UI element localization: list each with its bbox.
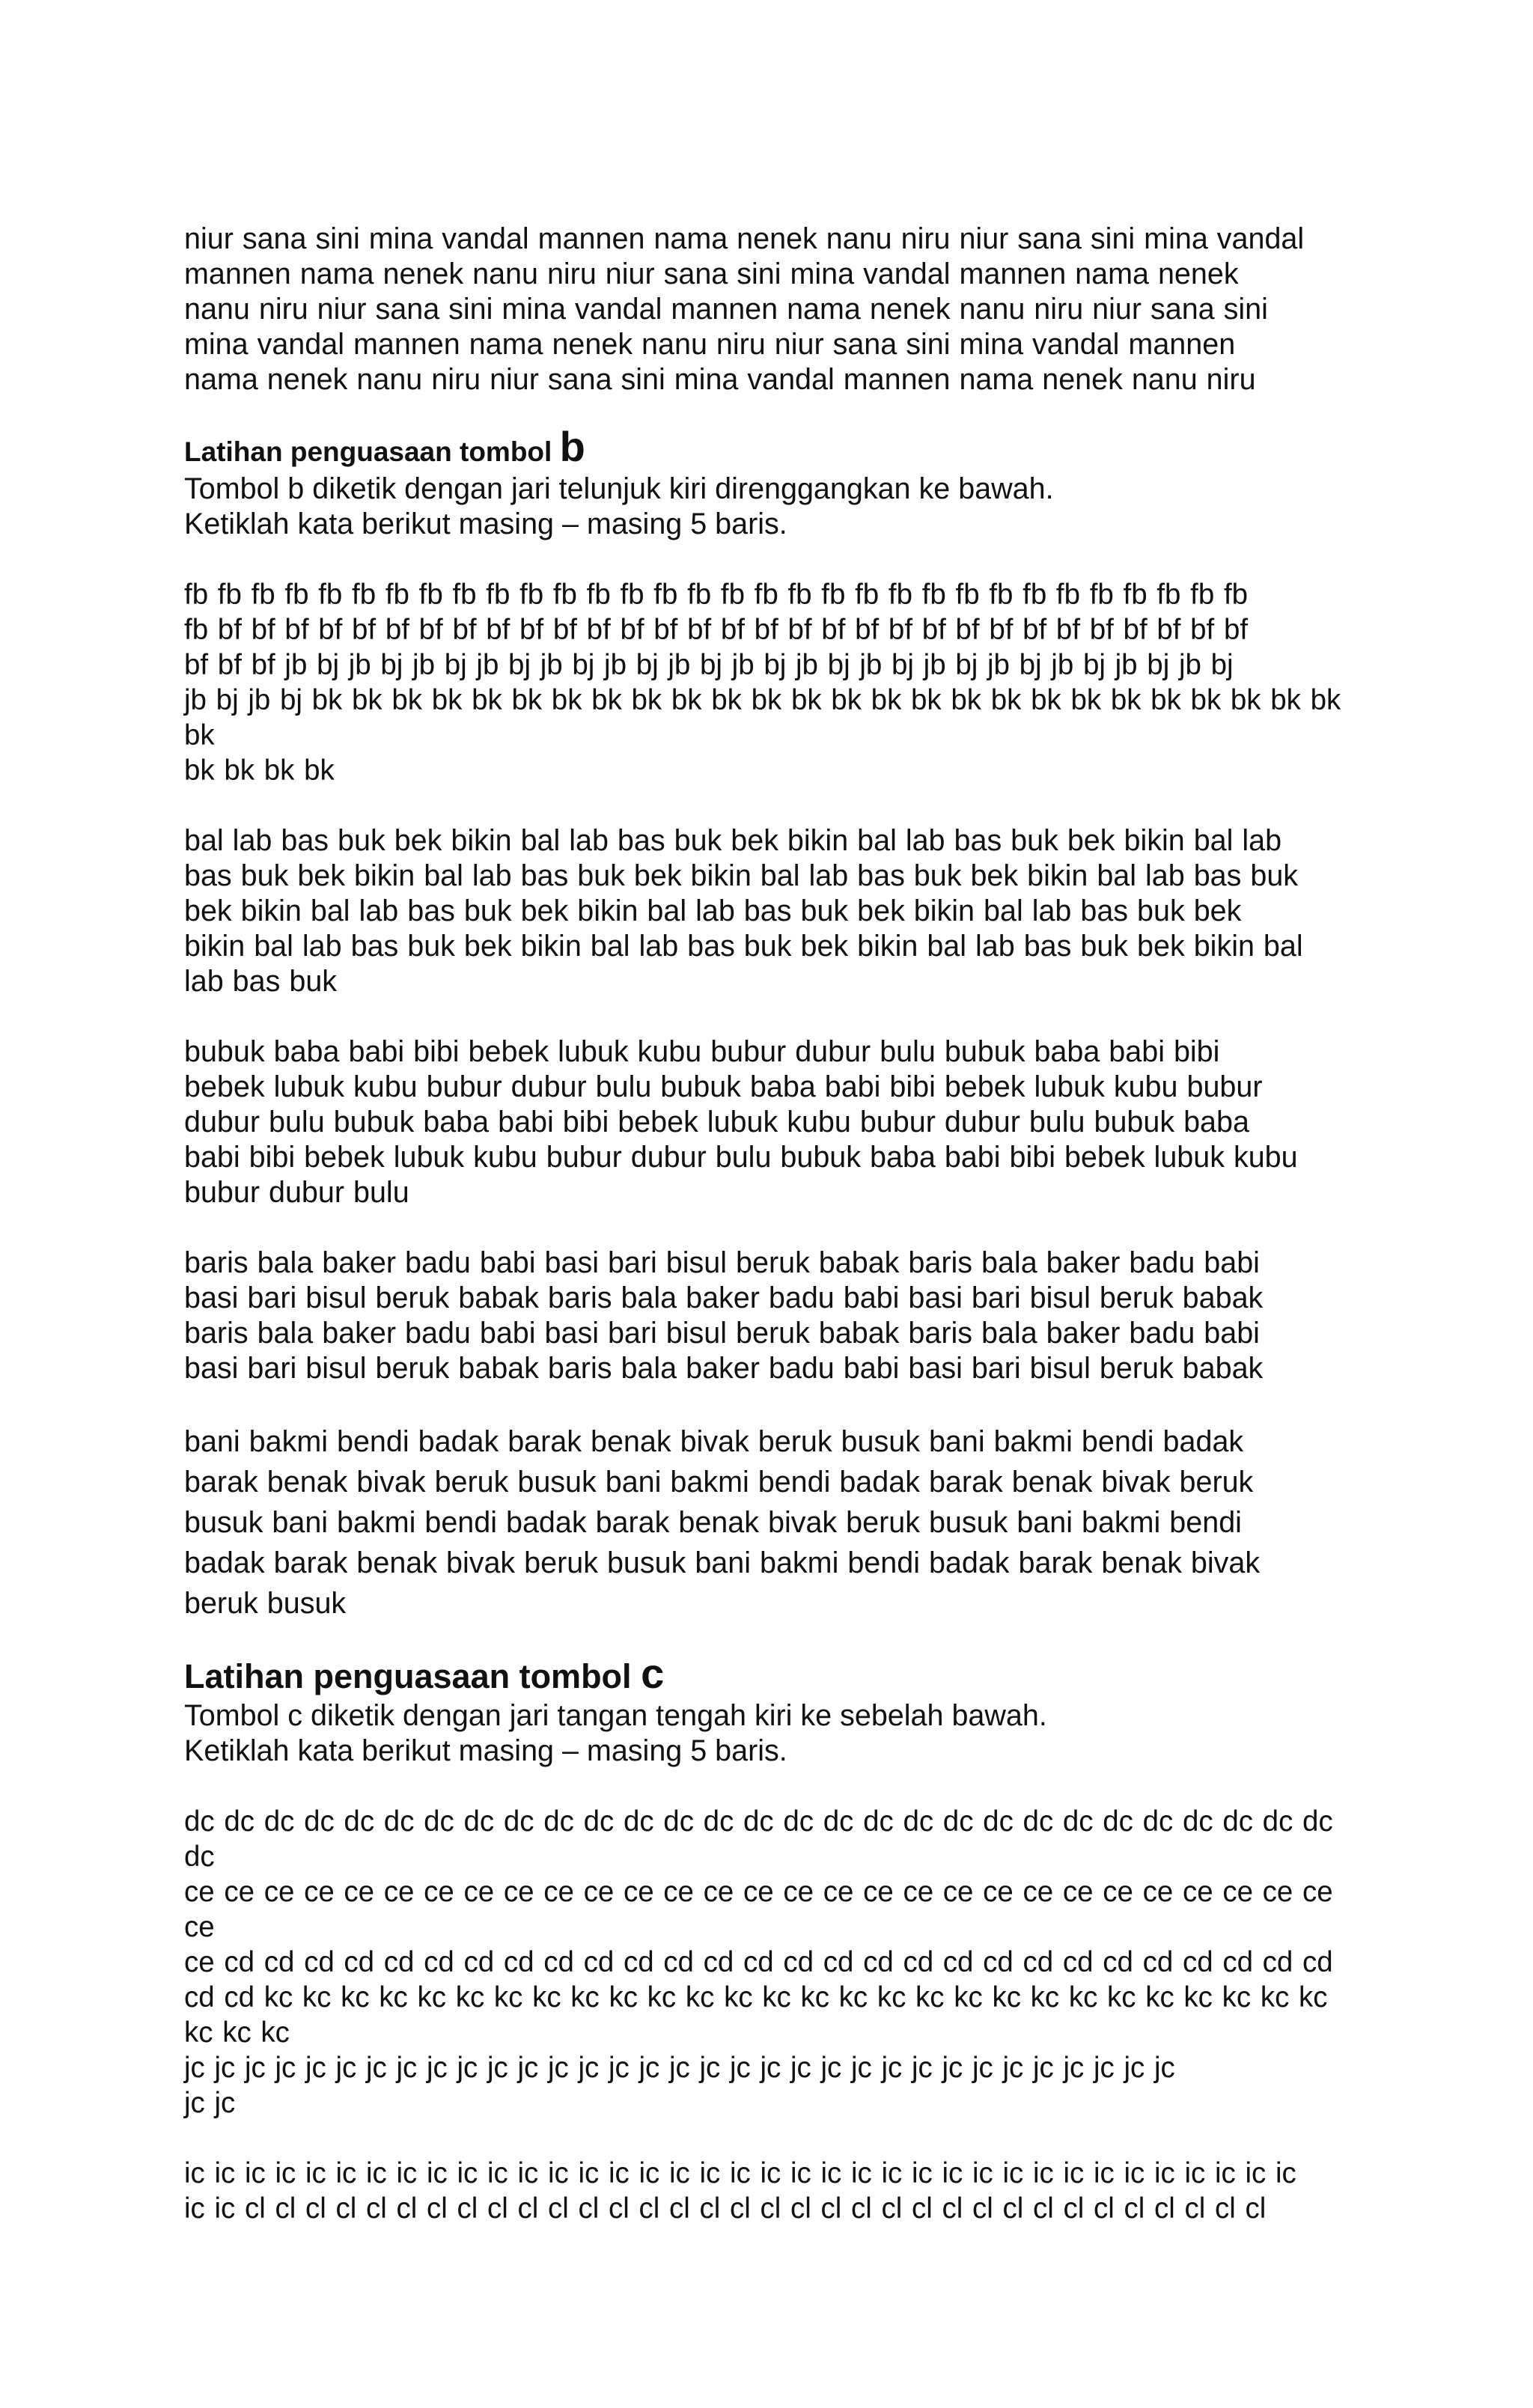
drill-paragraph: [184, 1804, 1352, 2121]
text-line: bubuk baba babi bibi bebek lubuk kubu bubur dubur bulu bubuk baba babi bibi: [184, 1035, 1220, 1068]
text-line: bani bakmi bendi badak barak benak bivak beruk busuk bani bakmi bendi badak: [184, 1425, 1244, 1458]
text-line: ce ce ce ce ce ce ce ce ce ce ce ce ce ce ce ce ce ce ce ce ce ce ce ce ce ce ce ce ce ce: [184, 1876, 1333, 1943]
text-line: nanu niru niur sana sini mina vandal mannen nama nenek nanu niru niur sana sini: [184, 293, 1268, 326]
heading-key: b: [559, 423, 585, 470]
text-line: jc jc jc jc jc jc jc jc jc jc jc jc jc jc jc jc jc jc jc jc jc jc jc jc jc jc jc jc jc jc jc jc jc: [184, 2052, 1175, 2084]
text-line: nama nenek nanu niru niur sana sini mina vandal mannen nama nenek nanu niru: [184, 363, 1256, 396]
text-line: mannen nama nenek nanu niru niur sana sini mina vandal mannen nama nenek: [184, 257, 1239, 290]
text-line: fb bf bf bf bf bf bf bf bf bf bf bf bf bf bf bf bf bf bf bf bf bf bf bf bf bf bf bf bf bf bf bf: [184, 614, 1249, 646]
text-line: mina vandal mannen nama nenek nanu niru niur sana sini mina vandal mannen: [184, 328, 1236, 361]
text-line: basi bari bisul beruk babak baris bala baker badu babi basi bari bisul beruk babak: [184, 1281, 1264, 1314]
document-page: [184, 222, 1352, 2226]
text-line: lab bas buk: [184, 965, 338, 998]
text-line: badak barak benak bivak beruk busuk bani bakmi bendi badak barak benak bivak: [184, 1546, 1261, 1579]
heading-text: Latihan penguasaan tombol: [184, 1657, 641, 1695]
text-line: bas buk bek bikin bal lab bas buk bek bikin bal lab bas buk bek bikin bal lab bas buk: [184, 859, 1299, 892]
text-line: bal lab bas buk bek bikin bal lab bas buk bek bikin bal lab bas buk bek bikin bal lab: [184, 824, 1282, 857]
text-line: babi bibi bebek lubuk kubu bubur dubur bulu bubuk baba babi bibi bebek lubuk kubu: [184, 1141, 1298, 1174]
text-line: beruk busuk: [184, 1587, 347, 1620]
drill-paragraph: [184, 577, 1352, 788]
text-line: ic ic ic ic ic ic ic ic ic ic ic ic ic ic ic ic ic ic ic ic ic ic ic ic ic ic ic ic ic ic ic ic ic ic ic ic ic: [184, 2157, 1296, 2189]
drill-paragraph: [184, 2156, 1352, 2226]
text-line: fb fb fb fb fb fb fb fb fb fb fb fb fb fb fb fb fb fb fb fb fb fb fb fb fb fb fb fb fb fb fb fb: [184, 579, 1249, 611]
text-line: bf bf bf jb bj jb bj jb bj jb bj jb bj jb bj jb bj jb bj jb bj jb bj jb bj jb bj jb bj jb bj jb bj: [184, 649, 1234, 681]
text-line: bebek lubuk kubu bubur dubur bulu bubuk baba babi bibi bebek lubuk kubu bubur: [184, 1070, 1263, 1103]
text-line: jc jc: [184, 2087, 236, 2119]
section-c: [184, 1652, 1352, 2226]
text-line: jb bj jb bj bk bk bk bk bk bk bk bk bk bk bk bk bk bk bk bk bk bk bk bk bk bk bk bk bk bk bk: [184, 684, 1341, 752]
drill-paragraph: [184, 1246, 1352, 1386]
text-line: busuk bani bakmi bendi badak barak benak bivak beruk busuk bani bakmi bendi: [184, 1506, 1242, 1539]
text-line: basi bari bisul beruk babak baris bala baker badu babi basi bari bisul beruk babak: [184, 1352, 1264, 1385]
text-line: bikin bal lab bas buk bek bikin bal lab bas buk bek bikin bal lab bas buk bek bikin bal: [184, 930, 1303, 963]
section-b-heading: [184, 423, 1352, 472]
section-c-heading: [184, 1652, 1352, 1698]
text-line: ce cd cd cd cd cd cd cd cd cd cd cd cd cd cd cd cd cd cd cd cd cd cd cd cd cd cd cd cd: [184, 1946, 1333, 1978]
text-line: dc: [184, 1841, 215, 1873]
text-line: barak benak bivak beruk busuk bani bakmi bendi badak barak benak bivak beruk: [184, 1466, 1254, 1499]
text-line: bubur dubur bulu: [184, 1176, 409, 1209]
drill-paragraph: [184, 823, 1352, 999]
text-line: dc dc dc dc dc dc dc dc dc dc dc dc dc dc dc dc dc dc dc dc dc dc dc dc dc dc dc dc dc: [184, 1805, 1333, 1838]
text-line: niur sana sini mina vandal mannen nama nenek nanu niru niur sana sini mina vandal: [184, 222, 1305, 255]
heading-text: Latihan penguasaan tombol: [184, 436, 560, 467]
drill-paragraph: [184, 1034, 1352, 1210]
drill-paragraph: [184, 1421, 1352, 1624]
text-line: cd cd kc kc kc kc kc kc kc kc kc kc kc kc kc kc kc kc kc kc kc kc kc kc kc kc kc kc kc kc: [184, 1981, 1328, 2014]
section-b-instruction-2: Ketiklah kata berikut masing – masing 5 baris.: [184, 507, 787, 540]
text-line: baris bala baker badu babi basi bari bisul beruk babak baris bala baker badu babi: [184, 1317, 1260, 1350]
section-c-instruction-2: Ketiklah kata berikut masing – masing 5 baris.: [184, 1734, 787, 1767]
text-line: kc kc kc: [184, 2017, 290, 2049]
text-line: ic ic cl cl cl cl cl cl cl cl cl cl cl cl cl cl cl cl cl cl cl cl cl cl cl cl cl cl cl cl cl cl cl cl cl cl: [184, 2192, 1267, 2225]
intro-paragraph: [184, 222, 1352, 397]
section-b: [184, 423, 1352, 1624]
text-line: bek bikin bal lab bas buk bek bikin bal lab bas buk bek bikin bal lab bas buk bek: [184, 894, 1242, 927]
text-line: dubur bulu bubuk baba babi bibi bebek lubuk kubu bubur dubur bulu bubuk baba: [184, 1106, 1249, 1139]
section-b-instruction-1: Tombol b diketik dengan jari telunjuk kiri direnggangkan ke bawah.: [184, 472, 1054, 505]
text-line: baris bala baker badu babi basi bari bisul beruk babak baris bala baker badu babi: [184, 1246, 1260, 1279]
text-line: bk bk bk bk: [184, 755, 335, 787]
heading-key: c: [641, 1650, 665, 1697]
section-c-instruction-1: Tombol c diketik dengan jari tangan tengah kiri ke sebelah bawah.: [184, 1699, 1047, 1732]
